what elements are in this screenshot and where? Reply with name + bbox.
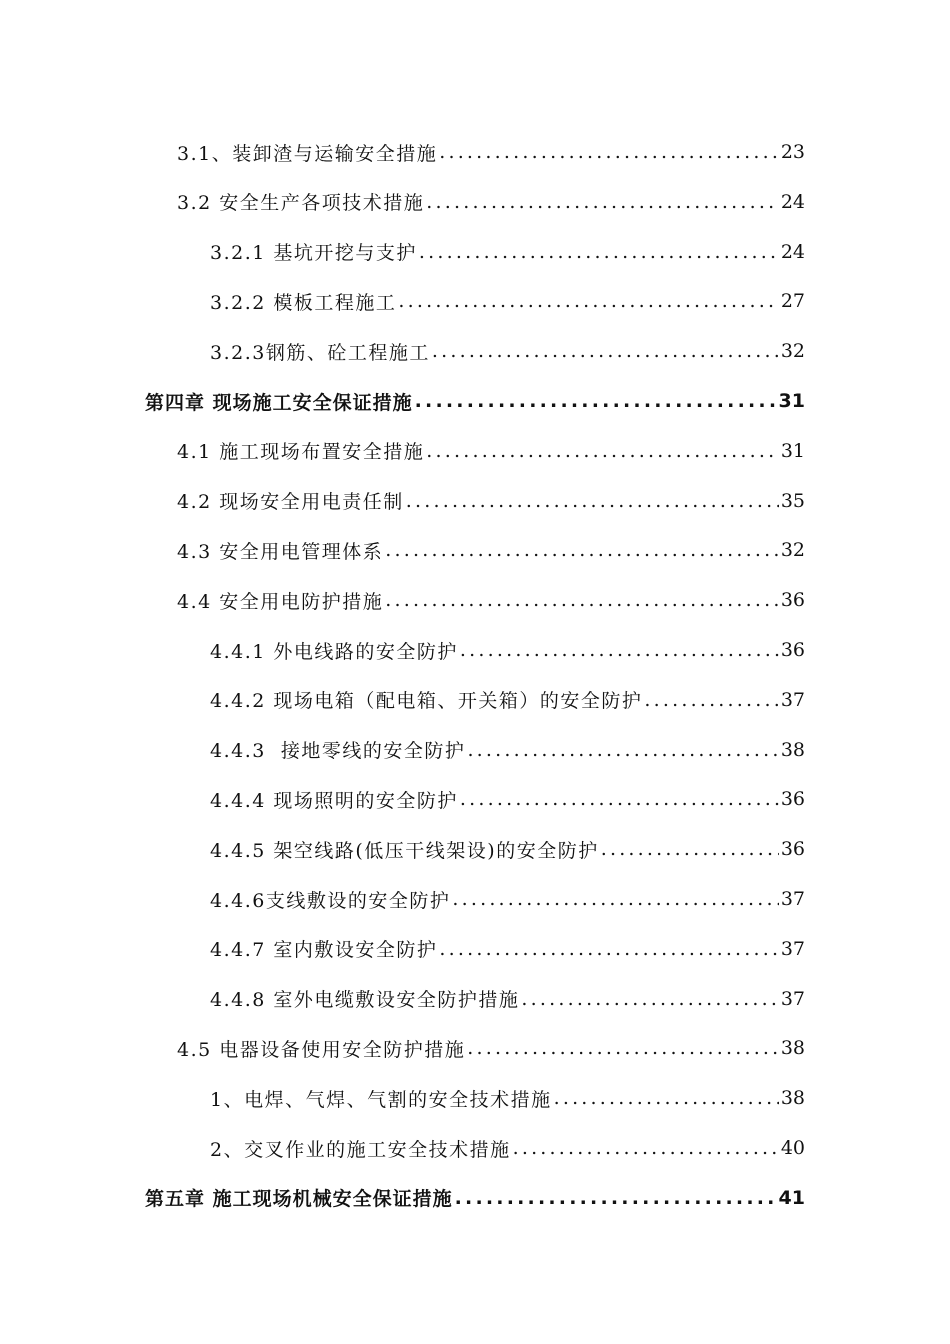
toc-entry[interactable] bbox=[177, 575, 805, 625]
toc-page-number: 27 bbox=[780, 290, 805, 313]
toc-leader-dots bbox=[467, 739, 778, 761]
toc-leader-dots bbox=[452, 888, 778, 910]
toc-entry-title: 3.2.3钢筋、砼工程施工 bbox=[210, 341, 430, 364]
toc-entry-title: 4.4.5 架空线路(低压干线架设)的安全防护 bbox=[210, 839, 599, 862]
toc-entry[interactable] bbox=[210, 725, 805, 775]
toc-entry[interactable] bbox=[210, 326, 805, 376]
toc-entry-title: 4.1 施工现场布置安全措施 bbox=[177, 441, 425, 464]
toc-leader-dots bbox=[398, 290, 778, 312]
toc-page-number: 41 bbox=[778, 1186, 805, 1209]
toc-entry-title: 3.2.1 基坑开挖与支护 bbox=[210, 242, 417, 265]
toc-leader-dots bbox=[426, 191, 779, 213]
toc-entry-title: 4.4.4 现场照明的安全防护 bbox=[210, 789, 458, 812]
toc-entry-title: 4.2 现场安全用电责任制 bbox=[177, 491, 404, 514]
toc-entry[interactable] bbox=[177, 127, 805, 177]
toc-entry[interactable] bbox=[210, 824, 805, 874]
toc-page-number: 36 bbox=[780, 639, 805, 661]
toc-leader-dots bbox=[385, 539, 779, 561]
toc-entry-title: 4.4 安全用电防护措施 bbox=[177, 590, 384, 613]
toc-entry-title: 3.2 安全生产各项技术措施 bbox=[177, 192, 425, 215]
toc-entry-title: 第五章 施工现场机械安全保证措施 bbox=[145, 1188, 453, 1211]
toc-entry[interactable] bbox=[210, 675, 805, 725]
toc-page-number: 31 bbox=[780, 439, 805, 462]
toc-page-number: 32 bbox=[780, 539, 805, 562]
toc-page-number: 38 bbox=[780, 1087, 805, 1110]
toc-entry-title: 3.1、装卸渣与运输安全措施 bbox=[177, 142, 438, 165]
toc-entry[interactable] bbox=[210, 924, 805, 974]
toc-page-number: 35 bbox=[780, 489, 805, 512]
toc-entry[interactable] bbox=[210, 227, 805, 277]
toc-entry-title: 4.4.2 现场电箱（配电箱、开关箱）的安全防护 bbox=[210, 690, 643, 713]
toc-entry[interactable] bbox=[177, 476, 805, 526]
toc-page-number: 24 bbox=[780, 190, 805, 213]
toc-leader-dots bbox=[644, 689, 778, 711]
toc-entry-title: 4.3 安全用电管理体系 bbox=[177, 540, 384, 563]
toc-leader-dots bbox=[601, 838, 779, 860]
toc-leader-dots bbox=[439, 141, 779, 163]
toc-page-number: 31 bbox=[778, 390, 805, 412]
toc-entry[interactable] bbox=[177, 177, 805, 227]
toc-page-number: 37 bbox=[780, 987, 805, 1010]
toc-page-number: 37 bbox=[780, 688, 805, 711]
toc-entry-title: 4.4.7 室内敷设安全防护 bbox=[210, 939, 438, 962]
toc-leader-dots bbox=[415, 390, 777, 412]
toc-entry-title: 1、电焊、气焊、气割的安全技术措施 bbox=[210, 1088, 552, 1111]
toc-entry-title: 2、交叉作业的施工安全技术措施 bbox=[210, 1138, 511, 1161]
toc-page-number: 36 bbox=[780, 589, 805, 612]
toc-leader-dots bbox=[521, 988, 778, 1010]
toc-leader-dots bbox=[554, 1087, 779, 1109]
toc-leader-dots bbox=[460, 639, 779, 661]
toc-leader-dots bbox=[432, 340, 779, 362]
toc-chapter-entry[interactable] bbox=[145, 1173, 805, 1223]
toc-leader-dots bbox=[460, 788, 779, 810]
toc-entry[interactable] bbox=[177, 426, 805, 476]
toc-leader-dots bbox=[385, 589, 779, 611]
toc-entry-title: 4.4.3 接地零线的安全防护 bbox=[210, 740, 466, 763]
toc-entry-title: 第四章 现场施工安全保证措施 bbox=[145, 391, 413, 414]
toc-page-number: 24 bbox=[780, 240, 805, 263]
toc-page-number: 36 bbox=[780, 788, 805, 811]
toc-entry-title: 4.5 电器设备使用安全防护措施 bbox=[177, 1038, 466, 1061]
toc-page-number: 23 bbox=[780, 141, 805, 163]
toc-entry-title: 4.4.6支线敷设的安全防护 bbox=[210, 889, 451, 912]
toc-entry[interactable] bbox=[210, 1073, 805, 1123]
toc-page-number: 36 bbox=[780, 838, 805, 861]
toc-entry-title: 4.4.1 外电线路的安全防护 bbox=[210, 640, 458, 663]
toc-page-number: 38 bbox=[780, 738, 805, 761]
toc-page-number: 37 bbox=[780, 888, 805, 910]
toc-leader-dots bbox=[455, 1187, 777, 1209]
toc-entry[interactable] bbox=[210, 774, 805, 824]
toc-leader-dots bbox=[419, 241, 779, 263]
toc-leader-dots bbox=[406, 490, 779, 512]
toc-page-number: 32 bbox=[780, 340, 805, 363]
toc-entry-title: 4.4.8 室外电缆敷设安全防护措施 bbox=[210, 989, 520, 1012]
toc-leader-dots bbox=[467, 1037, 779, 1059]
toc-entry-title: 3.2.2 模板工程施工 bbox=[210, 291, 397, 314]
toc-page-number: 37 bbox=[780, 937, 805, 960]
toc-entry[interactable] bbox=[210, 276, 805, 326]
toc-entry[interactable] bbox=[210, 874, 805, 924]
toc-entry[interactable] bbox=[210, 1123, 805, 1173]
toc-entry[interactable] bbox=[210, 974, 805, 1024]
toc-page-number: 38 bbox=[780, 1037, 805, 1060]
toc-leader-dots bbox=[439, 938, 778, 960]
toc-entry[interactable] bbox=[177, 525, 805, 575]
toc-entry[interactable] bbox=[177, 1023, 805, 1073]
toc-page-number: 40 bbox=[780, 1137, 805, 1159]
toc-chapter-entry[interactable] bbox=[145, 376, 805, 426]
toc-leader-dots bbox=[513, 1137, 779, 1159]
toc-entry[interactable] bbox=[210, 625, 805, 675]
toc-leader-dots bbox=[426, 440, 779, 462]
